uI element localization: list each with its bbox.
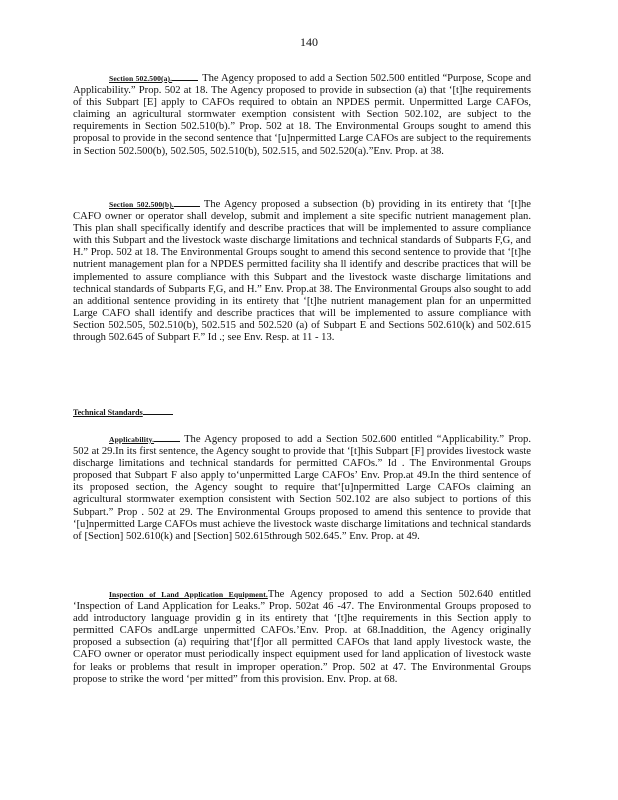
paragraph-inspection-land-application [73, 589, 531, 686]
paragraph-text: The Agency proposed to add a Section 502.500 entitled “Purpose, Scope and Applicability.” Prop. 502 at 18. The Agency proposed to provide in subsection (a) that ‘[t]he requirements of this Subpart [E] apply to CAFOs required to obtain an NPDES permit. Unpermitted Large CAFOs, claiming an agricultural stormwater exemption consistent with Section 502.102, are subject to the requirements in Section 502.510(b).” Prop. 502 at 18. The Environmental Groups sought to amend this proposal to provide in the second sentence that ‘[u]npermitted Large CAFOs are subject to the requirements in Section 502.500(b), 502.505, 502.510(b), 502.515, and 502.520(a).”Env. Prop. at 38. [73, 73, 532, 157]
paragraph-heading: Applicability. [109, 435, 155, 444]
paragraph-heading: Section 502.500(a). [109, 74, 173, 83]
paragraph-heading: Section 502.500(b). [109, 200, 174, 209]
paragraph-heading: Inspection of Land Application Equipment. [109, 590, 268, 599]
paragraph-section-502-500a [73, 72, 531, 158]
section-heading-technical-standards: Technical Standards [73, 406, 173, 417]
paragraph-section-502-500b [73, 198, 531, 344]
paragraph-applicability [73, 433, 531, 543]
paragraph-text: The Agency proposed to add a Section 502.640 entitled ‘Inspection of Land Application for Leaks.” Prop. 502at 46 -47. The Environmental Groups proposed to add introductory language providin g in its entirety that ‘[t]he requirements in this Section apply to permitted CAFOs andLarge unpermitted CAFOs.’Env. Prop. at 68.Inaddition, the Agency originally proposed a subsection (a) requiring that‘[f]or all permitted CAFOs that land apply livestock waste, the CAFO owner or operator must periodically inspect equipment used for land application of livestock waste for leaks or problems that result in improper operation.” Prop. 502 at 47. The Environmental Groups propose to strike the word ‘per mitted” from this provision. Env. Prop. at 68. [73, 589, 531, 685]
paragraph-text: The Agency proposed to add a Section 502.600 entitled “Applicability.” Prop. 502 at 29.In its first sentence, the Agency sought to provide that ‘[t]his Subpart [F] provides livestock waste discharge limitations and technical standards for permitted CAFOs.” Id . The Environmental Groups proposed that Subpart F also apply to‘unpermitted Large CAFOs’ Env. Prop.at 49.In the third sentence of its proposed section, the Agency sought to require that‘[u]npermitted Large CAFOs claiming an agricultural stormwater exemption consistent with Section 502.102 are also subject to portions of this Subpart.” Prop . 502 at 29. The Environmental Groups proposed to amend this sentence to provide that ‘[u]npermitted Large CAFOs must achieve the livestock waste discharge limitations and technical standards of [Section] 502.610(k) and [Section] 502.615through 502.645.” Env. Prop. at 49. [73, 434, 531, 542]
paragraph-text: The Agency proposed a subsection (b) providing in its entirety that ‘[t]he CAFO owner or operator shall develop, submit and implement a site specific nutrient management plan. This plan shall specifically identify and describe practices that will be implemented to assure compliance with this Subpart and the livestock waste discharge limitations and technical standards of Subparts F,G, and H.” Prop. 502 at 18. The Environmental Groups sought to amend this second sentence to provide that ‘[t]he nutrient management plan for a NPDES permitted facility sha ll identify and describe practices that will be implemented to assure compliance with this Subpart and the livestock waste discharge limitations and technical standards of Subparts F,G, and H.” Env. Prop.at 38. The Environmental Groups also sought to add an additional sentence providing in its entirety that ‘[t]he nutrient management plan for an unpermitted Large CAFO shall identify and describe practices that will be implemented to assure compliance with Section 502.505, 502.510(b), 502.515 and 502.520 (a) of Subpart E and Sections 502.610(k) and 502.615 through 502.645 of Subpart F.” Id .; see Env. Resp. at 11 - 13. [73, 199, 531, 344]
page-number: 140 [300, 35, 318, 49]
